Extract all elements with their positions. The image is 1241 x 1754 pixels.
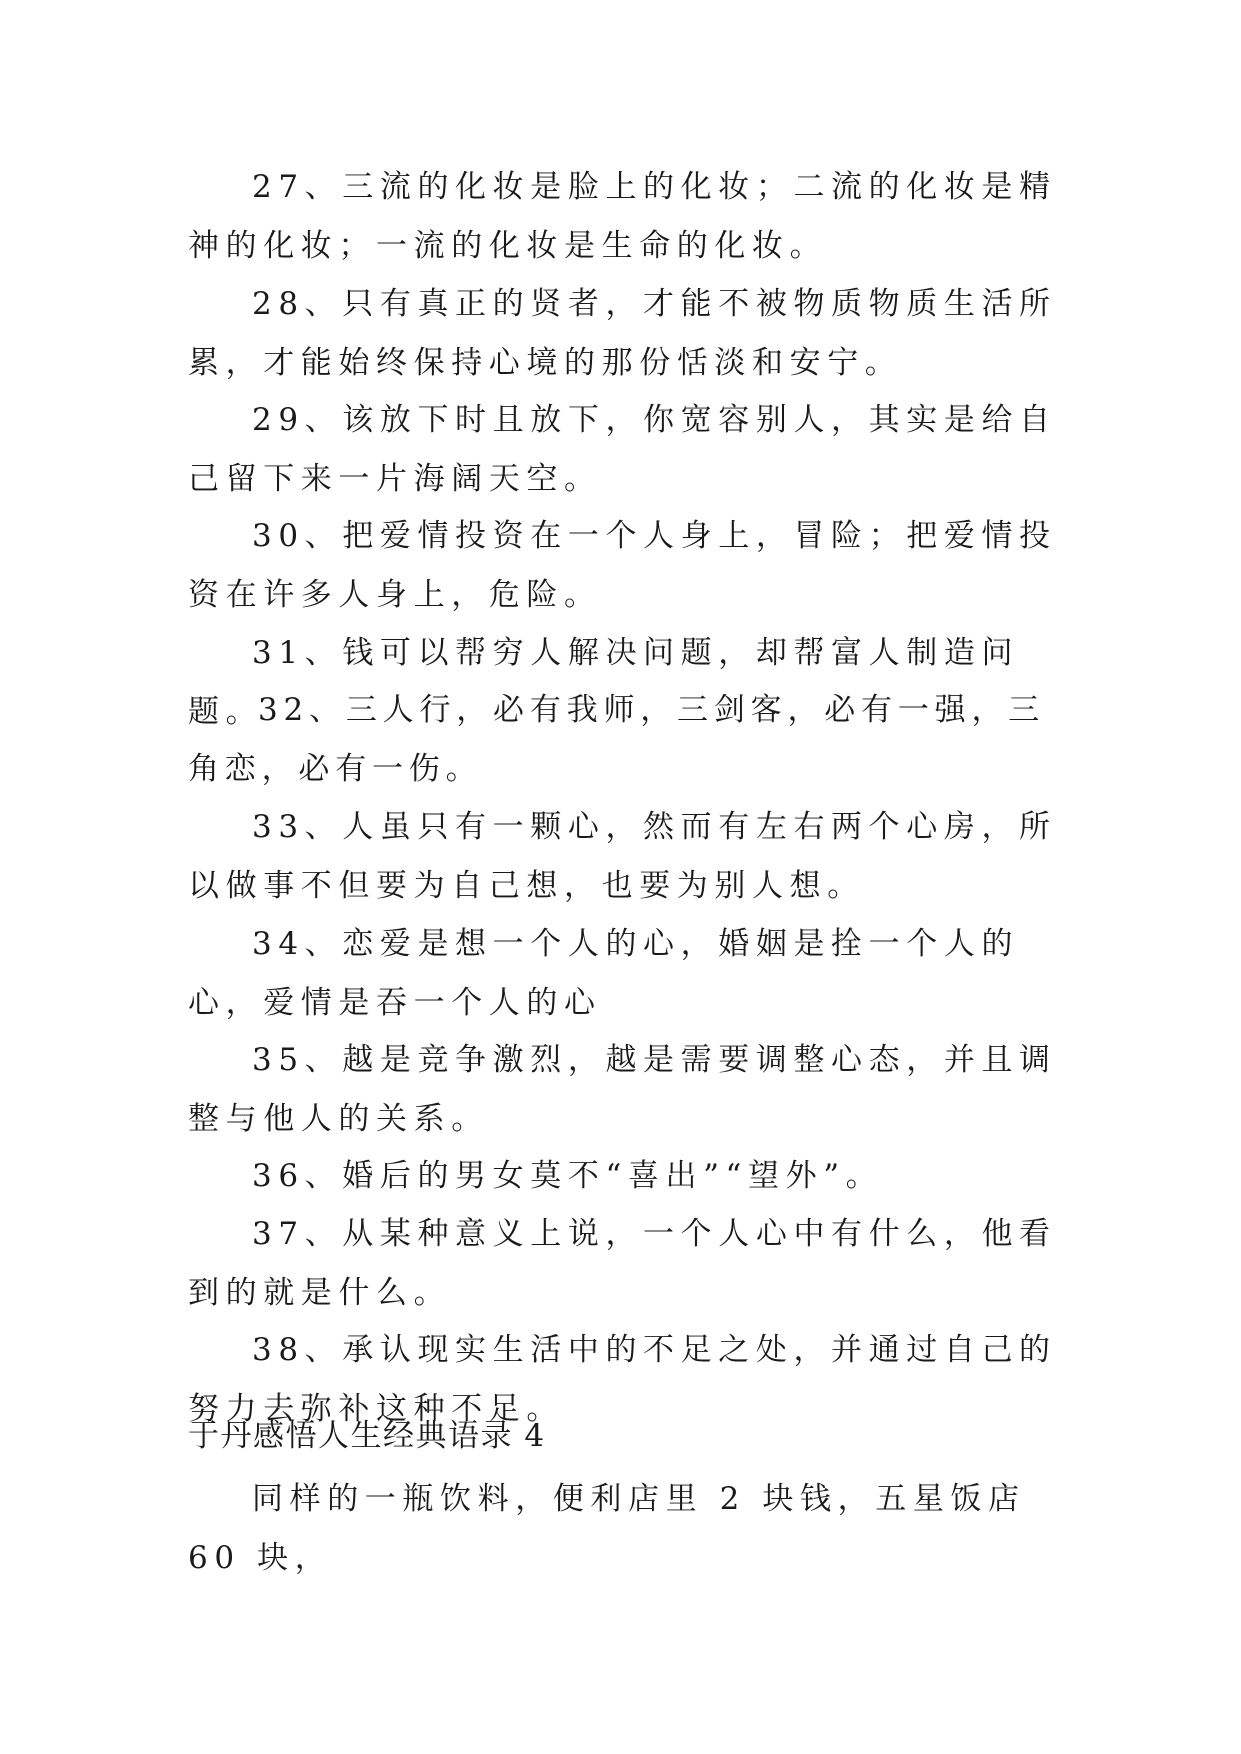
quote-29: 29、该放下时且放下，你宽容别人，其实是给自己留下来一片海阔天空。 (188, 402, 1057, 497)
quote-37: 37、从某种意义上说，一个人心中有什么，他看到的就是什么。 (188, 1216, 1057, 1311)
quote-38: 38、承认现实生活中的不足之处，并通过自己的努力去弥补这种不足。 (188, 1332, 1057, 1427)
quote-36: 36、婚后的男女莫不“喜出”“望外”。 (252, 1158, 884, 1194)
section-4-first-paragraph: 同样的一瓶饮料，便利店里 2 块钱，五星饭店 60 块， (188, 1481, 1026, 1576)
quote-30: 30、把爱情投资在一个人身上，冒险；把爱情投资在许多人身上，危险。 (188, 518, 1057, 613)
quote-31: 31、钱可以帮穷人解决问题，却帮富人制造问题。 (188, 635, 1020, 730)
quote-34: 34、恋爱是想一个人的心，婚姻是拴一个人的心，爱情是吞一个人的心 (188, 926, 1020, 1021)
quote-27: 27、三流的化妆是脸上的化妆；二流的化妆是精神的化妆；一流的化妆是生命的化妆。 (188, 169, 1057, 264)
quote-35: 35、越是竞争激烈，越是需要调整心态，并且调整与他人的关系。 (188, 1042, 1057, 1137)
section-heading: 于丹感悟人生经典语录 4 (188, 1418, 546, 1454)
quote-33: 33、人虽只有一颗心，然而有左右两个心房，所以做事不但要为自己想，也要为别人想。 (188, 809, 1057, 904)
quote-28: 28、只有真正的贤者，才能不被物质物质生活所累，才能始终保持心境的那份恬淡和安宁。 (188, 286, 1057, 381)
quote-32: 32、三人行，必有我师，三剑客，必有一强，三角恋，必有一伤。 (188, 692, 1046, 787)
